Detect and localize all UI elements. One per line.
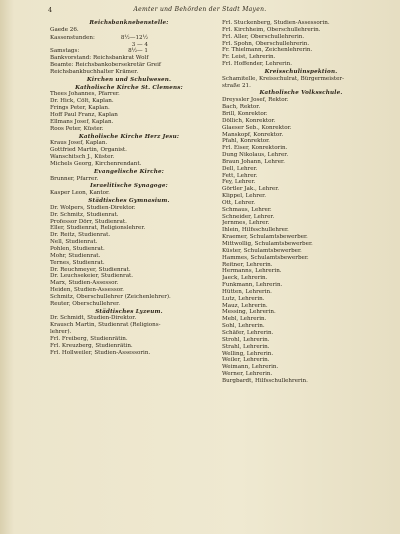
entry-line: Weimann, Lehrerin. — [222, 364, 279, 371]
section-heading: Katholische Volksschule. — [259, 90, 343, 97]
entry-line: Schmitz, Oberschullehrer (Zeichenlehrer). — [50, 293, 171, 300]
entry-line: Brill, Konrektor. — [222, 110, 268, 117]
directory-section — [222, 20, 380, 68]
entry-line: Braun Johann, Lehrer. — [222, 158, 285, 165]
entry-line: Hoff Paul Franz, Kaplan — [50, 111, 118, 118]
entry-line: Heiden, Studien-Assessor. — [50, 287, 124, 294]
entry-line: Schneider, Lehrer. — [222, 213, 275, 220]
entry-line: Ott, Lehrer. — [222, 199, 256, 206]
entry-line: Küster, Schulamtsbewerber. — [222, 247, 302, 254]
section-heading: Katholische Kirche Herz Jesu: — [78, 133, 180, 140]
hours-row — [50, 48, 208, 55]
entry-line: Dr. Schmitz, Studienrat. — [50, 211, 119, 218]
section-heading: Evangelische Kirche: — [93, 168, 165, 175]
entry-line: Sohl, Lehrerin. — [222, 323, 265, 330]
entry-line: Strohl, Lehrerin. — [222, 336, 270, 343]
hours-label: Samstags: — [50, 48, 80, 55]
left-column — [50, 19, 208, 357]
page-number: 4 — [48, 6, 53, 14]
entry-line: Frl. Hollweiler, Studien-Assessorin. — [50, 349, 151, 356]
entry-line: Dr. Hick, Cölt, Kaplan. — [50, 98, 114, 105]
entry-line: Lutz, Lehrerin. — [222, 295, 265, 302]
entry-line: Schamitelle, Kreisschulrat, Bürgermeister- — [222, 75, 344, 82]
directory-section — [50, 169, 208, 183]
entry-line: Jernmes, Lehrer. — [222, 220, 270, 227]
hours-row — [50, 35, 208, 42]
entry-line: Hammes, Schulamtsbewerber. — [222, 254, 309, 261]
entry-line: Dr. Reuchmeyer, Studienrat. — [50, 266, 131, 273]
section-heading: Katholische Kirche St. Clemens: — [75, 84, 183, 91]
entry-line: Hütten, Lehrerin. — [222, 288, 272, 295]
entry-line: Mauz, Lehrerin. — [222, 302, 268, 309]
hours-label: Kassenstunden: — [50, 34, 95, 41]
directory-section — [222, 90, 380, 384]
section-heading: Städtisches Gymnasium. — [88, 198, 170, 205]
entry-line: Frings Peter, Kaplan. — [50, 105, 110, 112]
entry-line: Professor Dörr, Studienrat. — [50, 218, 127, 225]
section-heading: Kirchen und Schulwesen. — [86, 76, 172, 83]
entry-line: Manskopf, Konrektor. — [222, 131, 284, 138]
entry-line: Frl. Hoffender, Lehrerin. — [222, 61, 292, 68]
entry-line: Dr. Schmidt, Studien-Direktor. — [50, 315, 137, 322]
entry-line: Döllich, Konrektor. — [222, 117, 276, 124]
entry-line: Dreyssler Josef, Rektor. — [222, 97, 289, 104]
hours-value: 8½—12½ — [120, 34, 148, 41]
entry-line: Mebl, Lehrerin. — [222, 316, 267, 323]
entry-line: Marx, Studien-Assessor. — [50, 280, 119, 287]
entry-line: Bankvorstand: Reichsbankrat Wolf — [50, 55, 149, 62]
entry-line: Hermanns, Lehrerin. — [222, 268, 282, 275]
entry-line: Dung Nikolaus, Lehrer. — [222, 152, 289, 159]
running-title: Aemter und Behörden der Stadt Mayen. — [133, 6, 267, 13]
directory-section — [50, 198, 208, 308]
directory-section — [50, 85, 208, 133]
entry-line: Weiler, Lehrerin. — [222, 357, 270, 364]
entry-line: Thees Johannes, Pfarrer. — [50, 91, 120, 98]
directory-section — [50, 183, 208, 197]
entry-line: Mittwollig, Schulamtsbewerber. — [222, 241, 313, 247]
entry-line: Frl. Spohn, Oberschullehrerin. — [222, 40, 310, 47]
entry-line: Bach, Rektor. — [222, 104, 261, 111]
section-heading: Reichsbanknebenstelle: — [89, 20, 169, 26]
page-header — [0, 4, 400, 18]
entry-line: Schmaus, Lehrer. — [222, 206, 272, 213]
entry-line: Werner, Lehrerin. — [222, 371, 273, 378]
entry-line: Brunner, Pfarrer. — [50, 175, 99, 182]
entry-line: Mohr, Studienrat. — [50, 252, 101, 259]
entry-line: Wanschitsch J., Küster. — [50, 154, 115, 161]
entry-line: Reuter, Oberschullehrer. — [50, 300, 120, 307]
entry-line: Frl. Kirchheim, Oberschullehrerin. — [222, 26, 321, 33]
entry-line: Eller, Studienrat, Religionslehrer. — [50, 225, 146, 232]
entry-line: Kraemer, Schulamtsbewerber. — [222, 234, 308, 241]
entry-line: Nell, Studienrat. — [50, 239, 98, 246]
entry-line: Strahl, Lehrerin. — [222, 343, 270, 350]
section-heading: Israelitische Synagoge: — [90, 183, 168, 190]
entry-line: Schäfer, Lehrerin. — [222, 329, 274, 336]
entry-line: Gottfried Martin, Organist. — [50, 147, 127, 154]
entry-line: Reichsbankbuchhalter Krämer. — [50, 68, 139, 75]
entry-line: Pohlen, Studienrat. — [50, 246, 105, 252]
entry-line: Frl. Stuckenberg, Studien-Assessorin. — [222, 20, 330, 26]
entry-line: Dr. Wolpers, Studien-Direktor. — [50, 204, 136, 211]
right-column — [222, 19, 380, 385]
hours-value: 3 — 4 — [131, 41, 148, 48]
entry-line: lehrer). — [50, 329, 72, 336]
entry-line: Dr. Leuchsekeier, Studienrat. — [50, 273, 134, 280]
hours-value: 8½— 1 — [128, 48, 148, 55]
entry-line: Kasper Leon, Kantor. — [50, 190, 110, 197]
entry-line: straße 21. — [222, 82, 251, 89]
entry-line: Dr. Reitz, Studienrat. — [50, 232, 111, 239]
directory-section — [50, 35, 208, 76]
entry-line: Pfahl, Konrektor. — [222, 138, 270, 145]
entry-line: Funkmann, Lehrerin. — [222, 282, 283, 289]
entry-line: Kraus Josef, Kaplan. — [50, 140, 108, 147]
section-heading: Städtisches Lyzeum. — [95, 308, 163, 315]
entry-line: Burgbardt, Hilfsschullehrerin. — [222, 377, 308, 384]
entry-line: Glaeser Seb., Konrektor. — [222, 124, 292, 131]
entry-line: Frl. Freiberg, Studienrätin. — [50, 335, 128, 342]
entry-line: Gaede 26. — [50, 26, 79, 33]
entry-line: Ihlein, Hilfsschullehrer. — [222, 227, 289, 234]
entry-line: Frl. Eiser, Konrektorin. — [222, 145, 288, 152]
entry-line: Klippel, Lehrer. — [222, 193, 267, 200]
directory-section — [50, 77, 208, 84]
entry-line: Dell, Lehrer. — [222, 165, 258, 172]
entry-line: Roos Peter, Küster. — [50, 125, 104, 132]
section-heading: Kreisschulinspektion. — [264, 68, 338, 75]
entry-line: Fr. Leist, Lehrerin. — [222, 54, 276, 61]
directory-section — [50, 20, 208, 34]
entry-line: Ternes, Studienrat. — [50, 259, 105, 266]
entry-line: Beamte: Reichsbankobersekretär Greif — [50, 62, 161, 69]
entry-line: Welling, Lehrerin. — [222, 350, 274, 357]
entry-line: Reitner, Lehrerin. — [222, 261, 273, 268]
entry-line: Michels Georg, Kirchenrendant. — [50, 160, 142, 167]
entry-line: Krausch Martin, Studienrat (Religions- — [50, 322, 161, 329]
entry-line: Fett, Lehrer. — [222, 172, 258, 179]
entry-line: Fr. Thielmann, Zeichenlehrerin. — [222, 47, 313, 54]
entry-line: Jaeck, Lehrerin. — [222, 275, 268, 282]
directory-section — [50, 309, 208, 357]
entry-line: Frl. Kreuzberg, Studienrätin. — [50, 342, 133, 349]
directory-section — [222, 69, 380, 90]
entry-line: Ellmans Josef, Kaplan. — [50, 118, 114, 125]
directory-section — [50, 134, 208, 168]
entry-line: Messing, Lehrerin. — [222, 309, 276, 316]
entry-line: Görtler Jak., Lehrer. — [222, 186, 280, 193]
entry-line: Fey, Lehrer. — [222, 179, 256, 186]
entry-line: Frl. Aller, Oberschullehrerin. — [222, 33, 305, 40]
